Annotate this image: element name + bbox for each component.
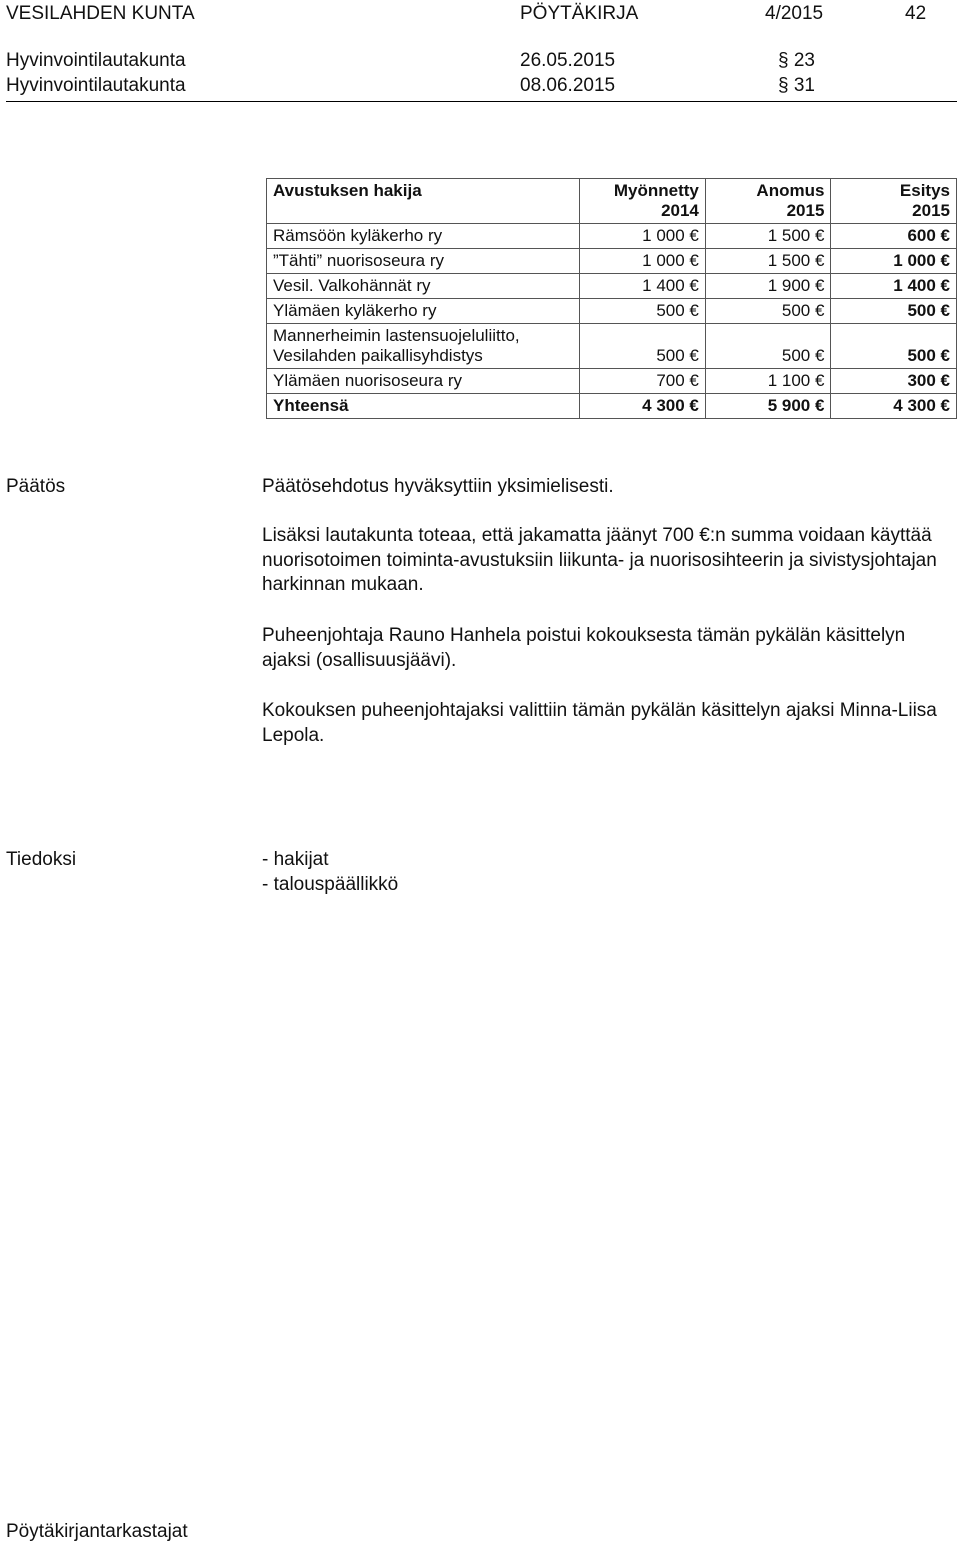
notice-item: - hakijat — [262, 849, 329, 870]
meeting-section: § 31 — [778, 75, 815, 96]
applicant-name: Rämsöön kyläkerho ry — [267, 224, 580, 249]
applicant-name-line: Mannerheimin lastensuojeluliitto, — [273, 326, 520, 345]
applied-2015: 500 € — [705, 324, 831, 369]
column-header-granted-2014 — [580, 179, 706, 224]
column-header-year: 2015 — [912, 201, 950, 220]
meeting-body: Hyvinvointilautakunta — [6, 75, 186, 96]
total-granted-2014: 4 300 € — [580, 394, 706, 419]
column-header-text: Esitys — [899, 181, 950, 200]
column-header-text: Anomus — [756, 181, 825, 200]
applicant-name: Ylämäen nuorisoseura ry — [267, 369, 580, 394]
column-header-year: 2014 — [661, 201, 699, 220]
granted-2014: 500 € — [580, 299, 706, 324]
column-header-text: Myönnetty — [613, 181, 699, 200]
total-label: Yhteensä — [267, 394, 580, 419]
table-total-row — [267, 394, 957, 419]
applicant-name: Vesil. Valkohännät ry — [267, 274, 580, 299]
proposal-2015: 1 000 € — [831, 249, 957, 274]
grants-table — [266, 178, 957, 419]
applicant-name — [267, 324, 580, 369]
applied-2015: 1 500 € — [705, 249, 831, 274]
column-header-year: 2015 — [786, 201, 825, 220]
granted-2014: 700 € — [580, 369, 706, 394]
decision-paragraph: Päätösehdotus hyväksyttiin yksimielisesti. — [262, 476, 614, 497]
decision-paragraph: Kokouksen puheenjohtajaksi valittiin tämän pykälän käsittelyn ajaksi Minna-Liisa Lepola. — [262, 700, 937, 746]
municipality-name: VESILAHDEN KUNTA — [6, 3, 195, 24]
total-applied-2015: 5 900 € — [705, 394, 831, 419]
applied-2015: 1 900 € — [705, 274, 831, 299]
granted-2014: 1 000 € — [580, 224, 706, 249]
notice-item: - talouspäällikkö — [262, 874, 399, 895]
table-header-row — [267, 179, 957, 224]
applicant-name: ”Tähti” nuorisoseura ry — [267, 249, 580, 274]
notice-label: Tiedoksi — [6, 849, 77, 870]
table-row — [267, 224, 957, 249]
column-header-text: Avustuksen hakija — [273, 181, 422, 200]
granted-2014: 1 000 € — [580, 249, 706, 274]
applied-2015: 500 € — [705, 299, 831, 324]
column-header-applicant — [267, 179, 580, 224]
proposal-2015: 1 400 € — [831, 274, 957, 299]
table-row — [267, 299, 957, 324]
applied-2015: 1 500 € — [705, 224, 831, 249]
minutes-checkers-label: Pöytäkirjantarkastajat — [6, 1521, 188, 1542]
total-proposal-2015: 4 300 € — [831, 394, 957, 419]
decision-paragraph: Lisäksi lautakunta toteaa, että jakamatta jäänyt 700 €:n summa voidaan käyttää nuorisotoimen toiminta-avustuksiin liikunta- ja nuorisosihteerin ja sivistysjohtajan harkinnan mukaan. — [262, 525, 937, 595]
proposal-2015: 600 € — [831, 224, 957, 249]
applicant-name: Ylämäen kyläkerho ry — [267, 299, 580, 324]
document-issue: 4/2015 — [765, 3, 824, 24]
applicant-name-line: Vesilahden paikallisyhdistys — [273, 346, 483, 365]
table-row — [267, 274, 957, 299]
header-divider — [6, 101, 957, 102]
meeting-body: Hyvinvointilautakunta — [6, 50, 186, 71]
granted-2014: 1 400 € — [580, 274, 706, 299]
column-header-applied-2015 — [705, 179, 831, 224]
applied-2015: 1 100 € — [705, 369, 831, 394]
decision-paragraph: Puheenjohtaja Rauno Hanhela poistui kokouksesta tämän pykälän käsittelyn ajaksi (osallisuusjäävi). — [262, 625, 906, 671]
table-row — [267, 369, 957, 394]
table-row — [267, 249, 957, 274]
table-row — [267, 324, 957, 369]
meeting-date: 26.05.2015 — [520, 50, 616, 71]
meeting-date: 08.06.2015 — [520, 75, 616, 96]
granted-2014: 500 € — [580, 324, 706, 369]
page-number: 42 — [905, 3, 927, 24]
decision-label: Päätös — [6, 476, 66, 497]
meeting-section: § 23 — [778, 50, 815, 71]
proposal-2015: 300 € — [831, 369, 957, 394]
proposal-2015: 500 € — [831, 299, 957, 324]
proposal-2015: 500 € — [831, 324, 957, 369]
document-type: PÖYTÄKIRJA — [520, 3, 639, 24]
column-header-proposal-2015 — [831, 179, 957, 224]
